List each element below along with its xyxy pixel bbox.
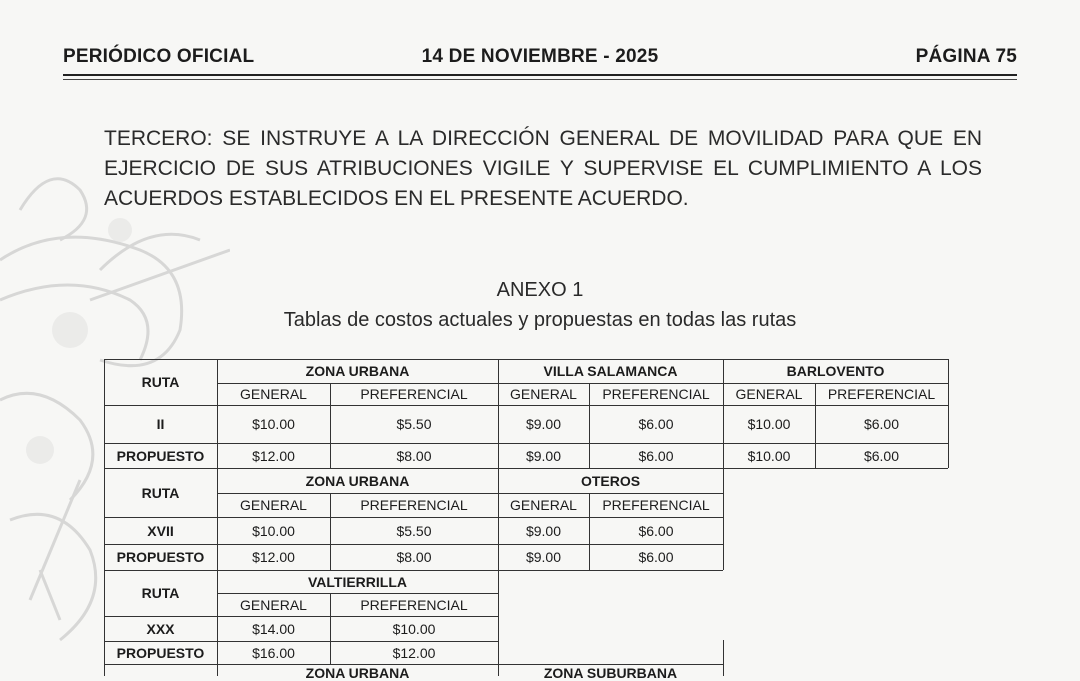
ruta-header: RUTA bbox=[141, 374, 180, 390]
table-rule bbox=[815, 383, 816, 468]
header-rule bbox=[63, 74, 1017, 76]
header-rule-thin bbox=[63, 79, 1017, 80]
table-rule bbox=[104, 405, 948, 406]
ruta-header: RUTA bbox=[141, 585, 180, 601]
route-cell: PROPUESTO bbox=[116, 644, 205, 661]
fare-cell: $9.00 bbox=[525, 447, 562, 464]
table-rule bbox=[498, 570, 499, 664]
column-subheader: PREFERENCIAL bbox=[360, 596, 468, 613]
annex-title: ANEXO 1 bbox=[496, 279, 584, 301]
table-rule bbox=[104, 616, 498, 617]
column-subheader: PREFERENCIAL bbox=[360, 386, 468, 402]
table-rule bbox=[104, 359, 948, 360]
table-rule bbox=[589, 493, 590, 570]
fare-cell: $6.00 bbox=[638, 447, 674, 464]
column-subheader: GENERAL bbox=[735, 386, 803, 402]
column-subheader: GENERAL bbox=[510, 497, 577, 513]
column-subheader: GENERAL bbox=[240, 386, 307, 402]
table-rule bbox=[330, 493, 331, 570]
column-subheader: PREFERENCIAL bbox=[827, 386, 936, 402]
route-cell: XVII bbox=[147, 522, 174, 539]
fare-cell: $10.00 bbox=[747, 416, 791, 432]
zone-header: ZONA URBANA bbox=[305, 363, 410, 379]
fare-cell: $16.00 bbox=[252, 644, 295, 661]
fare-cell: $10.00 bbox=[747, 447, 791, 464]
table-rule bbox=[104, 468, 723, 469]
table-rule bbox=[498, 359, 499, 468]
tercero-paragraph: TERCERO: SE INSTRUYE A LA DIRECCIÓN GENERAL DE MOVILIDAD PARA QUE EN EJERCICIO DE SUS ATRIBUCIONES VIGILE Y SUPERVISE EL CUMPLIMIENTO A LOS ACUERDOS ESTABLECIDOS EN EL PRESENTE ACUERDO. bbox=[104, 127, 982, 210]
page-header bbox=[63, 46, 1017, 72]
column-subheader: GENERAL bbox=[240, 497, 307, 513]
fare-cell: $6.00 bbox=[863, 416, 900, 432]
table-rule bbox=[723, 468, 724, 570]
fare-cell: $8.00 bbox=[396, 447, 432, 464]
column-subheader: PREFERENCIAL bbox=[602, 386, 710, 402]
table-rule bbox=[104, 517, 723, 518]
fare-cell: $10.00 bbox=[392, 620, 436, 637]
column-subheader: GENERAL bbox=[510, 386, 577, 402]
zone-header: OTEROS bbox=[580, 472, 641, 489]
fare-cell: $12.00 bbox=[392, 644, 436, 661]
fare-cell: $5.50 bbox=[396, 416, 432, 432]
fare-cell: $9.00 bbox=[525, 522, 562, 539]
fare-cell: $12.00 bbox=[252, 549, 295, 565]
ruta-header: RUTA bbox=[141, 484, 180, 501]
table-rule bbox=[948, 359, 949, 468]
route-cell: XXX bbox=[146, 620, 175, 637]
table-rule bbox=[723, 640, 724, 676]
column-subheader: PREFERENCIAL bbox=[360, 497, 468, 513]
table-rule bbox=[498, 468, 499, 570]
table-rule bbox=[104, 570, 498, 571]
table-rule bbox=[330, 593, 331, 664]
publication-date: 14 DE NOVIEMBRE - 2025 bbox=[421, 46, 659, 67]
table-rule bbox=[330, 383, 331, 468]
publication-name: PERIÓDICO OFICIAL bbox=[63, 46, 255, 67]
zone-header: BARLOVENTO bbox=[786, 363, 885, 379]
table-rule bbox=[217, 570, 218, 664]
fare-cell: $9.00 bbox=[525, 416, 562, 432]
table-rule bbox=[589, 383, 590, 468]
table-rule bbox=[104, 359, 105, 468]
fare-cell: $6.00 bbox=[638, 416, 674, 432]
fare-cell: $6.00 bbox=[863, 447, 900, 464]
zone-header: ZONA SUBURBANA bbox=[543, 665, 678, 681]
zone-header: VALTIERRILLA bbox=[307, 573, 408, 590]
fare-cell: $6.00 bbox=[638, 522, 674, 539]
table-rule bbox=[217, 468, 218, 570]
fare-cell: $9.00 bbox=[525, 549, 562, 565]
table-rule bbox=[104, 570, 105, 664]
table-rule bbox=[723, 359, 724, 468]
route-cell: PROPUESTO bbox=[116, 549, 205, 565]
fare-cell: $14.00 bbox=[252, 620, 295, 637]
column-subheader: PREFERENCIAL bbox=[602, 497, 710, 513]
annex-subtitle: Tablas de costos actuales y propuestas en todas las rutas bbox=[283, 309, 797, 331]
fare-cell: $10.00 bbox=[252, 522, 295, 539]
fare-cell: $6.00 bbox=[638, 549, 674, 565]
column-subheader: GENERAL bbox=[240, 596, 307, 613]
table-rule bbox=[104, 468, 105, 570]
fare-cell: $12.00 bbox=[252, 447, 295, 464]
zone-header: ZONA URBANA bbox=[305, 472, 410, 489]
zone-header: ZONA URBANA bbox=[305, 665, 410, 681]
fare-cell: $10.00 bbox=[252, 416, 295, 432]
route-cell: II bbox=[156, 416, 165, 432]
fare-cell: $5.50 bbox=[396, 522, 432, 539]
table-rule bbox=[217, 359, 218, 468]
route-cell: PROPUESTO bbox=[116, 447, 205, 464]
table-rule bbox=[104, 664, 105, 676]
fare-cell: $8.00 bbox=[396, 549, 432, 565]
page-number: PÁGINA 75 bbox=[915, 46, 1017, 67]
zone-header: VILLA SALAMANCA bbox=[543, 363, 678, 379]
